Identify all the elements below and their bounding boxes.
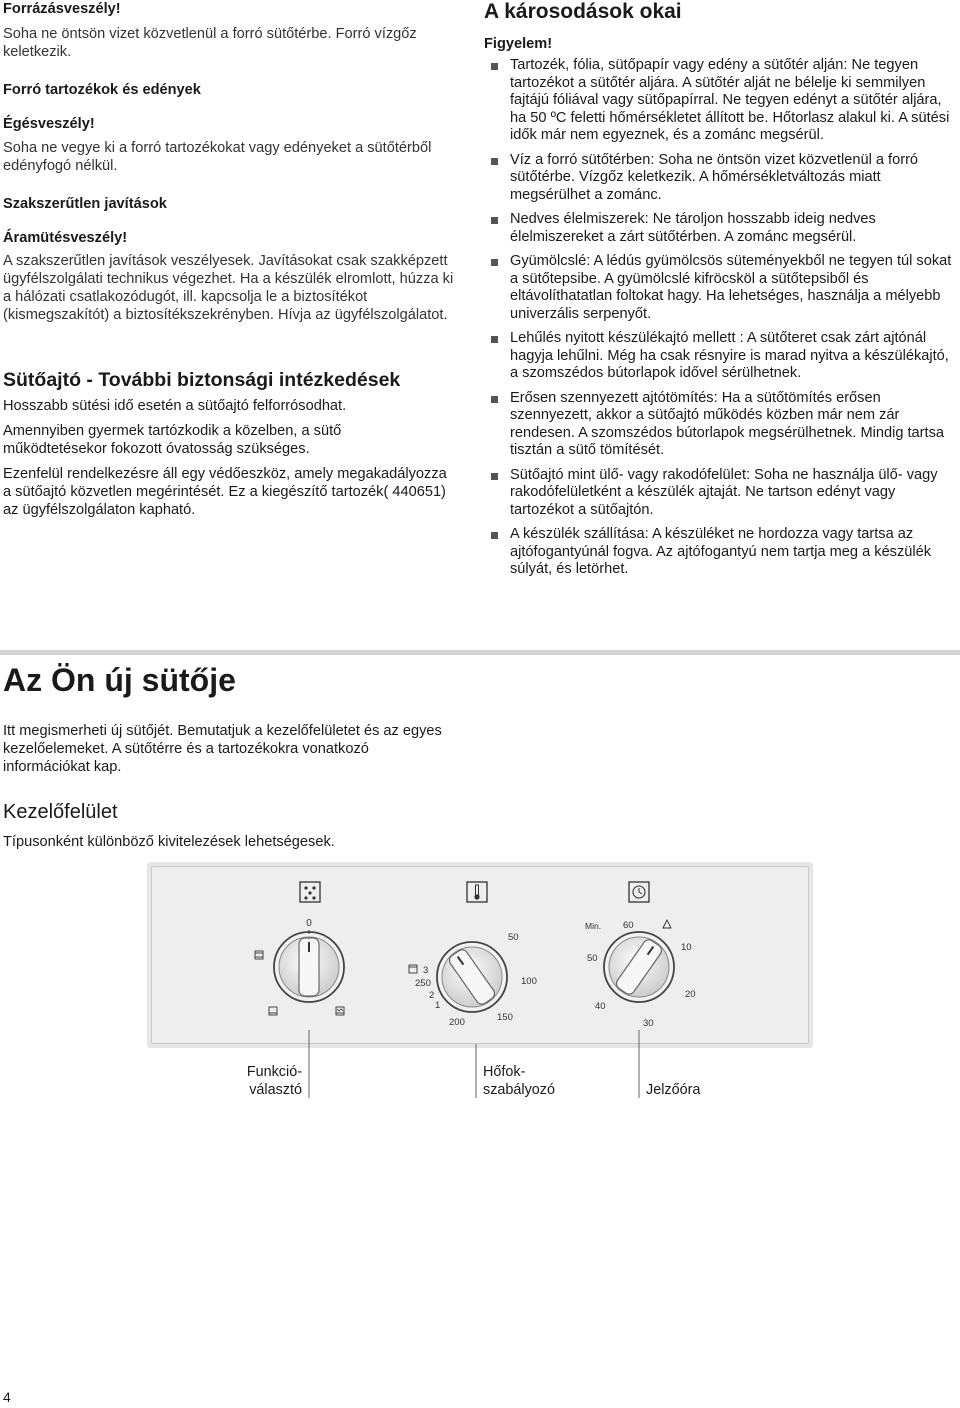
list-item: Sütőajtó mint ülő- vagy rakodófelület: Soha ne használja ülő- vagy rakodófelületként a készülék ajtaját. Ne tartson edényt vagy tartozékot a sütőajtón. xyxy=(484,467,954,520)
temperature-caption-2: szabályozó xyxy=(483,1082,555,1098)
grill-icon xyxy=(336,1007,344,1015)
control-panel-text: Típusonként különböző kivitelezések lehetségesek. xyxy=(3,834,335,850)
repair-title: Szakszerűtlen javítások xyxy=(3,196,167,212)
knob1-tick-label: 0 xyxy=(306,918,312,929)
timer-knob[interactable] xyxy=(604,932,674,1002)
knob2-label: 3 xyxy=(423,965,429,976)
control-panel-heading: Kezelőfelület xyxy=(3,801,118,823)
fire-warning-text: Soha ne öntsön vizet közvetlenül a forró sütőtérbe. Forró vízgőz keletkezik. xyxy=(3,26,417,60)
list-item: Tartozék, fólia, sütőpapír vagy edény a sütőtér alján: Ne tegyen tartozékot a sütőtér aljára. A sütőtér alját ne bélelje ki semmilyen fajtájú fóliával vagy sütőpapírral. Ne tegyen edényt a sütőtér aljára, ha 50 ºC feletti hőmérsékletet állított be. Hőtorlasz alakul ki. A sütési idők már nem egyeznek, és a zománc megsérül. xyxy=(484,57,954,145)
attention-label: Figyelem! xyxy=(484,36,553,52)
knob3-label: 60 xyxy=(623,920,634,931)
shock-warning-title: Áramütésveszély! xyxy=(3,230,128,246)
section-divider xyxy=(0,650,960,655)
knob2-label: 100 xyxy=(521,976,537,987)
fire-warning-title: Forrázásveszély! xyxy=(3,1,121,17)
control-panel-drawing xyxy=(147,862,813,1048)
bullet-icon xyxy=(491,63,498,70)
damage-heading: A károsodások okai xyxy=(484,0,682,23)
bullet-icon xyxy=(491,532,498,539)
temperature-knob[interactable] xyxy=(437,942,507,1012)
function-selector-caption-1: Funkció- xyxy=(246,1064,302,1080)
knob2-label: 250 xyxy=(415,978,431,989)
knob2-label: 50 xyxy=(508,932,519,943)
page-number: 4 xyxy=(3,1389,11,1405)
door-paragraph-3: Ezenfelül rendelkezésre áll egy védőeszköz, amely megakadályozza a sütőajtó közvetlen megérintését. Ez a kiegészítő tartozék( 440651) az ügyfélszolgálaton kapható. xyxy=(3,466,447,518)
list-item: Víz a forró sütőtérben: Soha ne öntsön vizet közvetlenül a forró sütőtérbe. Vízgőz keletkezik. A hőmérsékletváltozás miatt megsérülhet a zománc. xyxy=(484,152,954,205)
burn-warning-text: Soha ne vegye ki a forró tartozékokat vagy edényeket a sütőtérből edényfogó nélkül. xyxy=(3,140,432,174)
list-item: Nedves élelmiszerek: Ne tároljon hosszabb ideig nedves élelmiszereket a zárt sütőtérben. A zománc megsérül. xyxy=(484,211,954,246)
list-item: A készülék szállítása: A készüléket ne hordozza vagy tartsa az ajtófogantyúnál fogva. Az ajtófogantyú nem tartja meg a készülék súlyát, és letörhet. xyxy=(484,526,954,579)
hot-accessories-title: Forró tartozékok és edények xyxy=(3,82,201,98)
shock-warning-text: A szakszerűtlen javítások veszélyesek. Javításokat csak szakképzett ügyfélszolgálati technikus végezhet. Ha a készülék elromlott, húzza ki a hálózati csatlakozódugót, ill. kapcsolja le a biztosítékot (kismegszakítót) a biztosítékszekrényben. Hívja az ügyfélszolgálatot. xyxy=(3,253,454,323)
list-item: Gyümölcslé: A lédús gyümölcsös süteményekből ne tegyen túl sokat a sütőtepsibe. A gyümölcslé kifröcsköl a sütőtepsiből és eltávolíthatatlan foltokat hagy. Ha lehetséges, használja a mélyebb univerzális serpenyőt. xyxy=(484,253,954,323)
bell-icon xyxy=(663,920,671,928)
timer-caption: Jelzőóra xyxy=(646,1082,701,1098)
knob2-label: 150 xyxy=(497,1012,513,1023)
knob3-label: Min. xyxy=(585,921,602,931)
knob3-label: 50 xyxy=(587,953,598,964)
bullet-icon xyxy=(491,396,498,403)
bullet-icon xyxy=(491,217,498,224)
bullet-icon xyxy=(491,259,498,266)
knob2-label: 1 xyxy=(435,1000,441,1011)
knob2-label: 200 xyxy=(449,1017,465,1028)
temperature-caption-1: Hőfok- xyxy=(483,1064,526,1080)
function-selector-knob[interactable] xyxy=(274,932,344,1002)
door-paragraph-1: Hosszabb sütési idő esetén a sütőajtó felforrósodhat. xyxy=(3,398,347,414)
oven-section-title: Az Ön új sütője xyxy=(3,662,236,698)
list-item: Lehűlés nyitott készülékajtó mellett : A sütőteret csak zárt ajtónál hagyja lehűlni. Még ha csak résnyire is marad nyitva a készülékajtó, a szomszédos bútorlapok idővel sérülhetnek. xyxy=(484,330,954,383)
top-bottom-heat-icon xyxy=(255,951,263,959)
function-symbol-icon xyxy=(300,882,320,902)
control-panel-illustration xyxy=(147,862,813,1048)
bottom-heat-icon xyxy=(269,1007,277,1015)
damage-list xyxy=(484,57,954,579)
knob3-label: 20 xyxy=(685,989,696,1000)
oven-intro: Itt megismerheti új sütőjét. Bemutatjuk a kezelőfelületet és az egyes kezelőelemeket. A sütőtérre és a tartozékokra vonatkozó információkat kap. xyxy=(3,723,442,775)
timer-icon xyxy=(629,882,649,902)
burn-warning-title: Égésveszély! xyxy=(3,116,95,132)
door-paragraph-2: Amennyiben gyermek tartózkodik a közelben, a sütő működtetésekor fokozott óvatosság szükséges. xyxy=(3,423,342,457)
function-selector-caption-2: választó xyxy=(249,1082,302,1098)
knob3-label: 10 xyxy=(681,942,692,953)
bullet-icon xyxy=(491,158,498,165)
list-item: Erősen szennyezett ajtótömítés: Ha a sütőtömítés erősen szennyezett, akkor a sütőajtó működés közben már nem zár rendesen. A szomszédos bútorlapok megsérülhetnek. Mindig tartsa tisztán a sütő tömítését. xyxy=(484,390,954,460)
light-icon xyxy=(409,965,417,973)
bullet-icon xyxy=(491,336,498,343)
door-heading: Sütőajtó - További biztonsági intézkedések xyxy=(3,369,401,391)
knob3-label: 30 xyxy=(643,1018,654,1029)
knob2-label: 2 xyxy=(429,990,435,1001)
knob3-label: 40 xyxy=(595,1001,606,1012)
bullet-icon xyxy=(491,473,498,480)
thermometer-icon xyxy=(467,882,487,902)
